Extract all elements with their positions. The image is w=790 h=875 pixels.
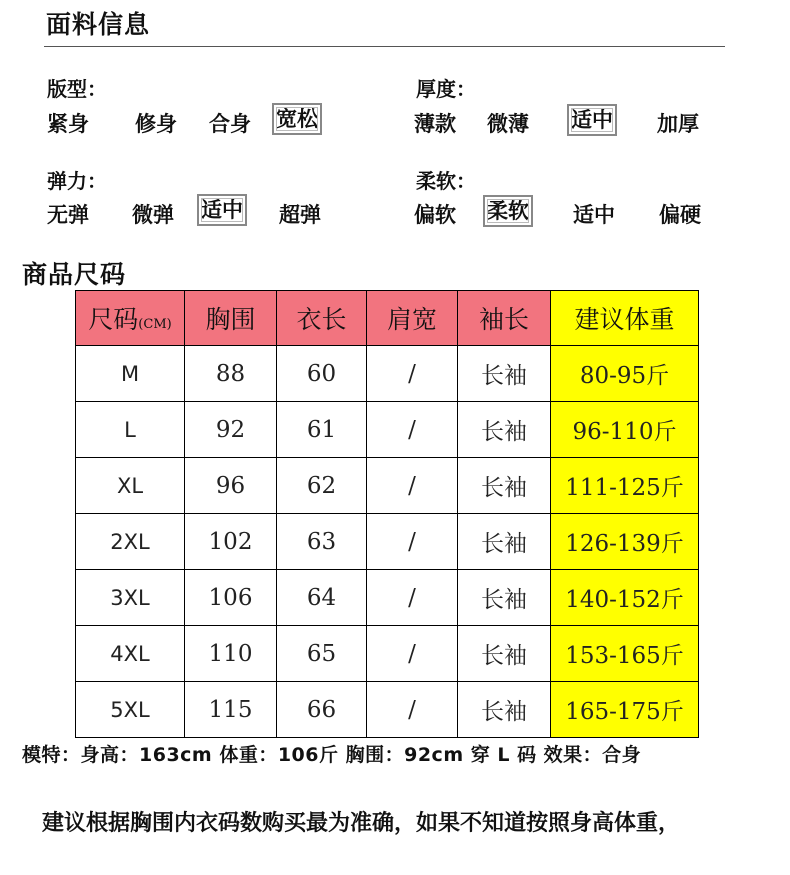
fit-label: 版型： (47, 77, 107, 101)
table-row (76, 346, 699, 402)
length-cell: 62 (277, 458, 367, 514)
sleeve-cell: 长袖 (458, 458, 551, 514)
elasticity-label: 弹力： (47, 169, 107, 193)
elasticity-option-none: 无弹 (47, 203, 89, 227)
length-cell: 63 (277, 514, 367, 570)
elasticity-option-super: 超弹 (279, 203, 321, 227)
thickness-option-slightly-thin: 微薄 (487, 112, 529, 136)
shoulder-cell: / (367, 514, 458, 570)
chest-cell: 96 (185, 458, 277, 514)
size-cell: 2XL (76, 514, 185, 570)
fit-option-tight: 紧身 (47, 112, 89, 136)
weight-cell: 80-95斤 (551, 346, 699, 402)
softness-option-slightly-soft: 偏软 (414, 203, 456, 227)
header-chest: 胸围 (185, 291, 277, 346)
thickness-label: 厚度： (416, 77, 476, 101)
shoulder-cell: / (367, 458, 458, 514)
sleeve-cell: 长袖 (458, 626, 551, 682)
size-cell: XL (76, 458, 185, 514)
header-length: 衣长 (277, 291, 367, 346)
length-cell: 60 (277, 346, 367, 402)
table-row (76, 458, 699, 514)
shoulder-cell: / (367, 626, 458, 682)
chest-cell: 92 (185, 402, 277, 458)
softness-label: 柔软： (416, 169, 476, 193)
chest-cell: 115 (185, 682, 277, 738)
table-row (76, 514, 699, 570)
softness-option-medium: 适中 (573, 203, 615, 227)
fit-option-loose-selected: 宽松 (272, 103, 322, 135)
header-shoulder: 肩宽 (367, 291, 458, 346)
sleeve-cell: 长袖 (458, 682, 551, 738)
elasticity-option-medium-selected: 适中 (197, 194, 247, 226)
sizing-advice: 建议根据胸围内衣码数购买最为准确，如果不知道按照身高体重， (42, 811, 681, 836)
size-chart-title: 商品尺码 (22, 260, 127, 289)
thickness-option-thin: 薄款 (414, 112, 456, 136)
fit-option-regular: 合身 (209, 112, 251, 136)
shoulder-cell: / (367, 402, 458, 458)
sleeve-cell: 长袖 (458, 570, 551, 626)
size-cell: 4XL (76, 626, 185, 682)
length-cell: 65 (277, 626, 367, 682)
weight-cell: 96-110斤 (551, 402, 699, 458)
header-weight: 建议体重 (551, 291, 699, 346)
size-cell: 3XL (76, 570, 185, 626)
softness-option-stiff: 偏硬 (659, 203, 701, 227)
model-info: 模特：身高：163cm 体重：106斤 胸围：92cm 穿 L 码 效果：合身 (22, 744, 642, 766)
fabric-info-title: 面料信息 (46, 10, 151, 39)
thickness-option-medium-selected: 适中 (567, 104, 617, 136)
table-row (76, 570, 699, 626)
shoulder-cell: / (367, 570, 458, 626)
shoulder-cell: / (367, 346, 458, 402)
elasticity-option-slight: 微弹 (132, 203, 174, 227)
thickness-option-thick: 加厚 (657, 112, 699, 136)
chest-cell: 88 (185, 346, 277, 402)
weight-cell: 140-152斤 (551, 570, 699, 626)
table-row (76, 402, 699, 458)
size-cell: M (76, 346, 185, 402)
sleeve-cell: 长袖 (458, 402, 551, 458)
chest-cell: 106 (185, 570, 277, 626)
table-row (76, 626, 699, 682)
fit-option-slim: 修身 (135, 112, 177, 136)
chest-cell: 102 (185, 514, 277, 570)
sleeve-cell: 长袖 (458, 346, 551, 402)
size-chart-table (75, 290, 699, 738)
size-chart-header-row (76, 291, 699, 346)
title-divider (44, 46, 725, 47)
sleeve-cell: 长袖 (458, 514, 551, 570)
length-cell: 66 (277, 682, 367, 738)
header-size: 尺码(CM) (76, 291, 185, 346)
weight-cell: 165-175斤 (551, 682, 699, 738)
chest-cell: 110 (185, 626, 277, 682)
length-cell: 64 (277, 570, 367, 626)
size-cell: L (76, 402, 185, 458)
table-row (76, 682, 699, 738)
weight-cell: 126-139斤 (551, 514, 699, 570)
length-cell: 61 (277, 402, 367, 458)
shoulder-cell: / (367, 682, 458, 738)
weight-cell: 111-125斤 (551, 458, 699, 514)
weight-cell: 153-165斤 (551, 626, 699, 682)
size-cell: 5XL (76, 682, 185, 738)
header-sleeve: 袖长 (458, 291, 551, 346)
softness-option-soft-selected: 柔软 (483, 195, 533, 227)
